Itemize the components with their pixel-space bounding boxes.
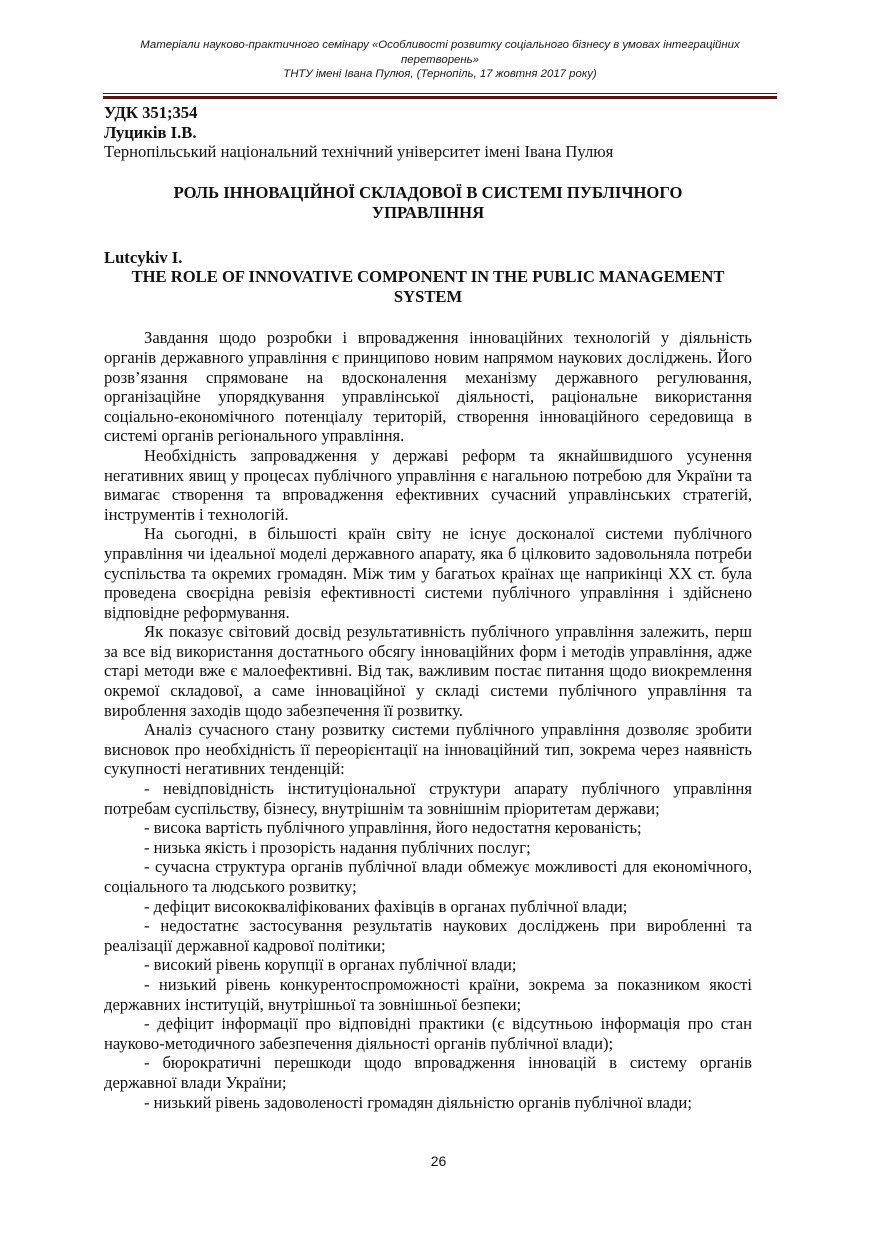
list-item: - дефіцит інформації про відповідні практики (є відсутньою інформація про стан науково-методичного забезпечення діяльності органів публічної влади); [104, 1014, 752, 1053]
article-title-en: THE ROLE OF INNOVATIVE COMPONENT IN THE PUBLIC MANAGEMENT SYSTEM [131, 267, 725, 307]
body-paragraph: Як показує світовий досвід результативність публічного управління залежить, перш за все від використання достатнього обсягу інноваційних форм і методів управління, адже старі методи вже є малоефективні. Від так, важливим постає питання щодо виокремлення окремої складової, а саме інноваційної у складі системи публічного управління та вироблення заходів щодо забезпечення її розвитку. [104, 622, 752, 720]
udk-code: УДК 351;354 [104, 103, 198, 122]
article-content [104, 103, 752, 1112]
body-paragraph: Необхідність запровадження у державі реформ та якнайшвидшого усунення негативних явищ у процесах публічного управління є нагальною потребою для України та вимагає створення та впровадження ефективних сучасний управлінських стратегій, інструментів і технологій. [104, 445, 752, 524]
running-header-line-2: перетворень» [401, 53, 479, 66]
list-item: - висока вартість публічного управління, його недостатня керованість; [144, 818, 642, 838]
body-paragraph: Аналіз сучасного стану розвитку системи публічного управління дозволяє зробити висновок про необхідність її переорієнтації на інноваційний тип, зокрема через наявність сукупності негативних тенденцій: [104, 720, 752, 779]
list-item: - високий рівень корупції в органах публічної влади; [144, 955, 517, 975]
header-rule-thin [103, 93, 777, 94]
author-name-en: Lutcykiv I. [104, 247, 183, 267]
author-name: Луциків І.В. [104, 122, 197, 142]
list-item: - низький рівень задоволеності громадян діяльністю органів публічної влади; [144, 1092, 692, 1112]
list-item: - сучасна структура органів публічної влади обмежує можливості для економічного, соціального та людського розвитку; [104, 857, 752, 896]
body-paragraph: Завдання щодо розробки і впровадження інноваційних технологій у діяльність органів державного управління є принципово новим напрямом наукових досліджень. Його розв’язання спрямоване на вдосконалення механізму державного регулювання, організаційне упорядкування управлінської діяльності, раціональне використання соціально-економічного потенціалу територій, створення інноваційного середовища в системі органів регіонального управління. [104, 328, 752, 446]
header-rule-thick [103, 96, 777, 99]
body-paragraph: На сьогодні, в більшості країн світу не існує досконалої системи публічного управління чи ідеальної моделі державного апарату, яка б цілковито задовольняла потреби суспільства та окремих громадян. Між тим у багатьох країнах ще наприкінці XX ст. була проведена своєрідна ревізія ефективності системи публічного управління і здійснено відповідне реформування. [104, 524, 752, 622]
author-affiliation: Тернопільський національний технічний університет імені Івана Пулюя [104, 142, 614, 162]
list-item: - бюрократичні перешкоди щодо впровадження інновацій в систему органів державної влади України; [104, 1053, 752, 1092]
running-header-line-3: ТНТУ імені Івана Пулюя, (Тернопіль, 17 жовтня 2017 року) [283, 68, 597, 80]
article-title-ua: РОЛЬ ІННОВАЦІЙНОЇ СКЛАДОВОЇ В СИСТЕМІ ПУБЛІЧНОГО УПРАВЛІННЯ [173, 182, 683, 222]
list-item: - невідповідність інституціональної структури апарату публічного управління потребам суспільству, бізнесу, внутрішнім та зовнішнім пріоритетам держави; [104, 779, 752, 818]
list-item: - низький рівень конкурентоспроможності країни, зокрема за показником якості державних інституцій, внутрішньої та зовнішньої безпеки; [104, 974, 752, 1014]
running-header [100, 38, 780, 82]
list-item: - низька якість і прозорість надання публічних послуг; [144, 837, 531, 857]
page-number: 26 [430, 1153, 447, 1169]
list-item: - дефіцит висококваліфікованих фахівців в органах публічної влади; [144, 896, 628, 916]
article-body [104, 328, 752, 1112]
list-item: - недостатнє застосування результатів наукових досліджень при виробленні та реалізації державної кадрової політики; [104, 916, 752, 955]
running-header-line-1: Матеріали науково-практичного семінару «Особливості розвитку соціального бізнесу в умовах інтеграційних [140, 39, 740, 51]
